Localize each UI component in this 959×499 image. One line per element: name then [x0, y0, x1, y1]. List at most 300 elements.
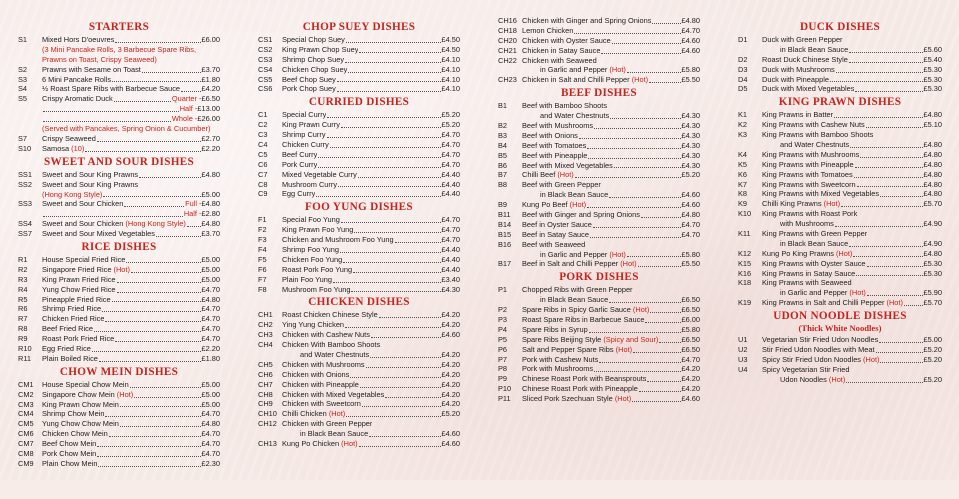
item-name: [42, 170, 138, 180]
leader-dots: [645, 322, 680, 323]
item-code: CH3: [258, 330, 273, 340]
item-name-text: King Prawn Chow Mein: [42, 399, 119, 409]
item-price: £4.60: [681, 200, 700, 210]
item-code: K12: [738, 248, 752, 258]
leader-dots: [849, 246, 922, 247]
item-name: [522, 26, 573, 36]
menu-item: [498, 65, 700, 75]
item-hot-tag: (Hot): [847, 288, 866, 298]
item-price: £2.30: [201, 458, 220, 468]
item-price: £3.40: [441, 274, 460, 284]
menu-item: [258, 245, 460, 255]
item-price: £4.80: [923, 110, 942, 120]
item-price: £4.20: [681, 364, 700, 374]
item-code: CM8: [18, 448, 34, 458]
item-name: [522, 374, 646, 384]
item-code: CH4: [258, 340, 273, 350]
item-code: R10: [18, 343, 32, 353]
item-name-text: Sweet and Sour King Prawns: [42, 179, 139, 189]
leader-dots: [856, 275, 922, 276]
item-price: £4.60: [681, 190, 700, 200]
leader-dots: [115, 341, 200, 342]
item-code: F2: [258, 225, 267, 235]
item-price: £4.70: [201, 324, 220, 334]
leader-dots: [105, 321, 200, 322]
leader-dots: [187, 226, 201, 227]
item-name: [282, 340, 380, 350]
item-name-text: in Black Bean Sauce: [300, 429, 369, 439]
section-heading: CHOW MEIN DISHES: [59, 365, 179, 378]
item-name-text: King Prawns with Oyster Sauce: [762, 258, 866, 268]
item-hot-tag: (Hot): [326, 409, 346, 419]
item-name: [42, 255, 125, 265]
item-name-continued: [762, 288, 866, 298]
item-code: S2: [18, 64, 28, 74]
item-price: £5.20: [441, 110, 460, 120]
leader-dots: [360, 387, 441, 388]
section-heading: CHOP SUEY DISHES: [302, 21, 416, 33]
item-price: £4.70: [201, 439, 220, 449]
item-name-text: Samosa: [42, 143, 70, 153]
menu-item: [498, 259, 700, 269]
item-price: £4.70: [441, 130, 460, 140]
menu-item: [738, 365, 942, 375]
item-price: £5.00: [201, 389, 220, 399]
leader-dots: [338, 186, 440, 187]
menu-item: [18, 104, 220, 114]
item-name: [762, 55, 848, 65]
leader-dots: [112, 301, 201, 302]
leader-dots: [880, 196, 922, 197]
item-name-text: Chopped Ribs with Green Pepper: [522, 285, 633, 295]
item-price: £4.60: [681, 35, 700, 45]
item-name-text: Chicken Chow Mein: [42, 429, 108, 439]
item-code: CH6: [258, 369, 273, 379]
item-name-text: King Prawns with Green Pepper: [762, 229, 868, 239]
item-price: £4.60: [441, 429, 460, 439]
leader-dots: [353, 272, 440, 273]
menu-item: [738, 269, 942, 279]
item-price: £4.20: [201, 84, 220, 94]
item-name: [42, 409, 104, 419]
item-code: SS4: [18, 219, 32, 229]
leader-dots: [130, 387, 201, 388]
item-name-text: Egg Fried Rice: [42, 343, 91, 353]
item-name-text: King Prawn Foo Yung: [282, 225, 354, 235]
leader-dots: [857, 186, 923, 187]
item-name: [762, 130, 873, 140]
leader-dots: [574, 33, 680, 34]
menu-item: [498, 190, 700, 200]
leader-dots: [849, 52, 922, 53]
menu-item: [738, 239, 942, 249]
item-code: K15: [738, 258, 752, 268]
item-price: £5.50: [681, 259, 700, 269]
item-name-text: King Prawns with Roast Pork: [762, 209, 858, 219]
item-price: £5.00: [201, 274, 220, 284]
item-price: £6.50: [681, 334, 700, 344]
item-name: [762, 180, 856, 190]
item-price: £2.20: [201, 343, 220, 353]
menu-item: [258, 84, 460, 94]
section-heading: RICE DISHES: [81, 240, 157, 253]
item-code: B17: [498, 259, 512, 269]
item-hot-tag: (Hot): [567, 200, 587, 210]
item-name-text: Beef in Satay Sauce: [522, 229, 589, 239]
menu-item: [18, 285, 220, 295]
menu-item: [18, 190, 220, 200]
menu-item: [498, 285, 700, 295]
item-price: £6.50: [681, 344, 700, 354]
item-price: £4.80: [201, 419, 220, 429]
item-code: F1: [258, 215, 267, 225]
menu-item: [258, 170, 460, 180]
item-code: CH20: [498, 35, 517, 45]
item-code: P1: [498, 285, 508, 295]
menu-item: [258, 75, 460, 85]
item-hot-tag: (Hot): [555, 170, 574, 180]
leader-dots: [359, 446, 441, 447]
item-name-text: Duck with Green Pepper: [762, 34, 843, 44]
leader-dots: [345, 62, 440, 63]
item-hot-tag: (Hot): [607, 65, 626, 75]
leader-dots: [337, 81, 441, 82]
item-code: CS1: [258, 34, 273, 44]
item-price: £5.10: [923, 120, 942, 130]
menu-column-4: [738, 19, 942, 499]
item-code: F3: [258, 235, 267, 245]
leader-dots: [341, 127, 441, 128]
item-name: [762, 110, 833, 120]
leader-dots: [318, 157, 440, 158]
item-name: [282, 215, 340, 225]
leader-dots: [333, 282, 441, 283]
leader-dots: [358, 177, 441, 178]
item-name-text: Chilli King Prawns: [762, 199, 822, 209]
item-note: (Hong Kong Style): [42, 189, 103, 199]
item-price: £4.10: [441, 84, 460, 94]
item-name-text: Beef with Pineapple: [522, 150, 588, 160]
item-name: [762, 189, 879, 199]
item-name: [282, 320, 344, 330]
leader-dots: [836, 72, 923, 73]
menu-item: [18, 449, 220, 459]
leader-dots: [370, 357, 440, 358]
item-price: £5.30: [923, 268, 942, 278]
item-price: £1.80: [201, 74, 220, 84]
item-name-text: Stir Fried Udon Noodles with Meat: [762, 345, 875, 355]
item-name: [762, 355, 879, 365]
leader-dots: [841, 206, 922, 207]
leader-dots: [601, 53, 680, 54]
item-code: K6: [738, 169, 748, 179]
item-name: [42, 295, 111, 305]
leader-dots: [575, 177, 681, 178]
item-code: SS3: [18, 199, 32, 209]
item-name-text: Prawns with Sesame on Toast: [42, 64, 141, 74]
item-name-text: Chicken with Sweetcorn: [282, 399, 361, 409]
item-price: £4.30: [681, 130, 700, 140]
item-code: CH7: [258, 379, 273, 389]
section-heading: SWEET AND SOUR DISHES: [43, 155, 195, 168]
item-price: £4.40: [441, 169, 460, 179]
item-hot-tag: (Hot): [618, 259, 637, 269]
item-price: £4.80: [681, 15, 700, 25]
menu-item: [498, 200, 700, 210]
item-name-text: Chicken with Onions: [282, 369, 350, 379]
item-price: £13.00: [197, 104, 220, 114]
item-name: [522, 285, 633, 295]
leader-dots: [97, 446, 200, 447]
leader-dots: [181, 91, 200, 92]
menu-item: [18, 409, 220, 419]
leader-dots: [614, 167, 681, 168]
menu-item: [498, 230, 700, 240]
menu-note: Prawns on Toast, Crispy Seaweed): [42, 54, 157, 64]
item-code: CS2: [258, 44, 273, 54]
item-name: [282, 65, 347, 75]
item-name-text: Udon Noodles: [780, 374, 827, 384]
item-price: £5.00: [201, 189, 220, 199]
item-name-text: Shrimp Foo Yung: [282, 245, 339, 255]
item-name: [522, 345, 632, 355]
item-name: [42, 459, 97, 469]
menu-item: [498, 36, 700, 46]
leader-dots: [43, 121, 171, 122]
item-code: D1: [738, 34, 748, 44]
leader-dots: [371, 337, 441, 338]
menu-item: [258, 390, 460, 400]
item-hot-tag: (10): [69, 143, 85, 153]
menu-item: [738, 130, 942, 140]
item-code: F7: [258, 274, 267, 284]
item-price: £5.80: [681, 324, 700, 334]
item-price: £4.70: [441, 149, 460, 159]
item-price: £4.20: [441, 359, 460, 369]
item-price: £4.70: [201, 334, 220, 344]
item-size: Quarter -: [171, 94, 202, 104]
item-code: B1: [498, 101, 508, 111]
item-price: £3.70: [201, 64, 220, 74]
item-code: R2: [18, 264, 28, 274]
leader-dots: [131, 272, 201, 273]
menu-item: [498, 56, 700, 66]
item-name-text: Sliced Pork Szechuan Style: [522, 394, 613, 404]
item-name: [522, 121, 593, 131]
item-code: R1: [18, 254, 28, 264]
menu-item: [498, 394, 700, 404]
menu-item: [258, 360, 460, 370]
item-name-text: King Prawns with Sweetcorn: [762, 179, 856, 189]
menu-item: [18, 35, 220, 45]
item-code: C4: [258, 140, 268, 149]
leader-dots: [112, 81, 200, 82]
leader-dots: [97, 141, 201, 142]
menu-item: [258, 180, 460, 190]
item-price: £4.20: [441, 320, 460, 330]
leader-dots: [590, 237, 681, 238]
item-code: CS3: [258, 54, 273, 64]
leader-dots: [649, 82, 680, 83]
item-name-text: Salt and Pepper Spare Ribs: [522, 344, 614, 354]
item-name: [282, 370, 349, 380]
item-price: £5.70: [923, 298, 942, 308]
item-code: CM5: [18, 419, 34, 429]
item-code: K7: [738, 179, 748, 189]
leader-dots: [139, 177, 200, 178]
leader-dots: [330, 147, 441, 148]
item-code: P9: [498, 374, 508, 384]
menu-item: [258, 370, 460, 380]
leader-dots: [650, 312, 680, 313]
leader-dots: [94, 331, 201, 332]
menu-item: [738, 199, 942, 209]
item-name: [42, 344, 91, 354]
section-heading: DUCK DISHES: [799, 21, 881, 33]
item-hot-tag: (Hot): [861, 354, 880, 364]
menu-item: [738, 45, 942, 55]
item-name-text: Egg Curry: [282, 189, 316, 199]
item-price: £4.80: [923, 248, 942, 258]
item-name-text: Duck with Pineapple: [762, 74, 829, 84]
leader-dots: [351, 291, 440, 292]
item-name-text: King Prawn Chop Suey: [282, 44, 359, 54]
menu-item: [498, 210, 700, 220]
item-price: £5.00: [201, 254, 220, 264]
menu-item: [18, 344, 220, 354]
item-name: [42, 334, 114, 344]
item-price: £4.60: [681, 45, 700, 55]
menu-item: [18, 255, 220, 265]
item-name-text: Beef with Mushrooms: [522, 121, 594, 130]
leader-dots: [102, 311, 200, 312]
section-heading: STARTERS: [88, 21, 150, 33]
leader-dots: [587, 148, 680, 149]
item-name-continued: [762, 375, 845, 385]
leader-dots: [341, 222, 441, 223]
leader-dots: [632, 401, 680, 402]
item-name: [42, 439, 96, 449]
item-code: S7: [18, 133, 28, 143]
menu-item: [498, 374, 700, 384]
leader-dots: [594, 128, 680, 129]
leader-dots: [855, 91, 922, 92]
leader-dots: [126, 262, 200, 263]
item-price: £4.10: [441, 74, 460, 84]
item-name: [522, 210, 640, 220]
item-price: £4.80: [923, 140, 942, 149]
leader-dots: [853, 256, 922, 257]
item-name-text: Chicken with Mixed Vegetables: [282, 389, 385, 399]
item-code: CH8: [258, 389, 273, 399]
menu-item: [258, 189, 460, 199]
item-name-text: and Water Chestnuts: [540, 111, 610, 121]
leader-dots: [343, 262, 440, 263]
item-name-text: King Prawns with Mushrooms: [762, 149, 860, 159]
menu-item: [738, 229, 942, 239]
item-code: K18: [738, 278, 752, 288]
item-name-text: Shrimp Fried Rice: [42, 304, 102, 314]
item-name-text: Beef with Onions: [522, 130, 578, 140]
menu-item: [738, 110, 942, 120]
item-name: [522, 200, 586, 210]
item-price: £4.80: [681, 210, 700, 220]
item-name: [522, 46, 600, 56]
leader-dots: [846, 382, 922, 383]
item-name-text: Special Curry: [282, 110, 327, 120]
item-hot-tag: (Hot): [114, 389, 134, 399]
item-code: K3: [738, 130, 748, 140]
menu-item: [18, 94, 220, 104]
item-name: [522, 131, 578, 141]
item-price: £6.50: [681, 295, 700, 305]
item-price: £4.30: [681, 121, 700, 130]
item-price: £5.30: [923, 64, 942, 74]
item-name: [522, 259, 637, 269]
item-name-text: King Prawns in Satay Sauce: [762, 268, 856, 278]
item-price: £4.30: [681, 150, 700, 160]
item-code: B9: [498, 200, 508, 210]
leader-dots: [850, 147, 922, 148]
item-code: R9: [18, 334, 28, 344]
item-price: £5.80: [681, 65, 700, 75]
menu-item: [258, 130, 460, 140]
item-name-text: Ying Yung Chicken: [282, 320, 345, 330]
item-name-text: Chicken with Pineapple: [282, 379, 359, 389]
item-price: £4.20: [441, 369, 460, 379]
item-code: K1: [738, 110, 748, 120]
item-name: [282, 170, 357, 180]
leader-dots: [610, 118, 680, 119]
item-name: [762, 229, 867, 239]
item-code: SS1: [18, 169, 32, 179]
leader-dots: [904, 305, 923, 306]
item-size: Half -: [179, 104, 198, 114]
item-name: [762, 199, 840, 209]
item-price: £3.70: [201, 229, 220, 239]
leader-dots: [337, 91, 441, 92]
item-name-text: Chicken Foo Yung: [282, 254, 343, 264]
item-name-text: Plain Boiled Rice: [42, 353, 98, 363]
item-name-text: Beef Fried Rice: [42, 324, 93, 334]
item-name-text: Chicken with Oyster Sauce: [522, 35, 611, 45]
item-name-text: Pork Curry: [282, 159, 318, 169]
item-name-text: ½ Roast Spare Ribs with Barbecue Sauce: [42, 84, 181, 94]
item-name-text: Kung Po King Prawns: [762, 248, 834, 258]
menu-item: [18, 170, 220, 180]
item-price: £4.70: [201, 448, 220, 458]
item-name-continued: [762, 219, 834, 229]
menu-item: [258, 45, 460, 55]
item-code: CM4: [18, 409, 34, 419]
item-code: CH13: [258, 439, 277, 449]
item-code: SS7: [18, 229, 32, 239]
item-name: [522, 170, 574, 180]
item-code: B15: [498, 229, 512, 239]
item-code: R5: [18, 294, 28, 304]
item-name: [282, 419, 372, 429]
item-code: CM9: [18, 458, 34, 468]
item-price: £5.70: [923, 199, 942, 209]
item-name-text: with Mushrooms: [780, 219, 834, 229]
item-name-text: Chilli Chicken: [282, 409, 327, 419]
item-hot-tag: (Hot): [821, 199, 841, 209]
item-name-text: Pork with Mushrooms: [522, 364, 594, 374]
leader-dots: [834, 117, 922, 118]
menu-item: [258, 340, 460, 350]
menu-item: [18, 134, 220, 144]
item-name: [42, 390, 133, 400]
